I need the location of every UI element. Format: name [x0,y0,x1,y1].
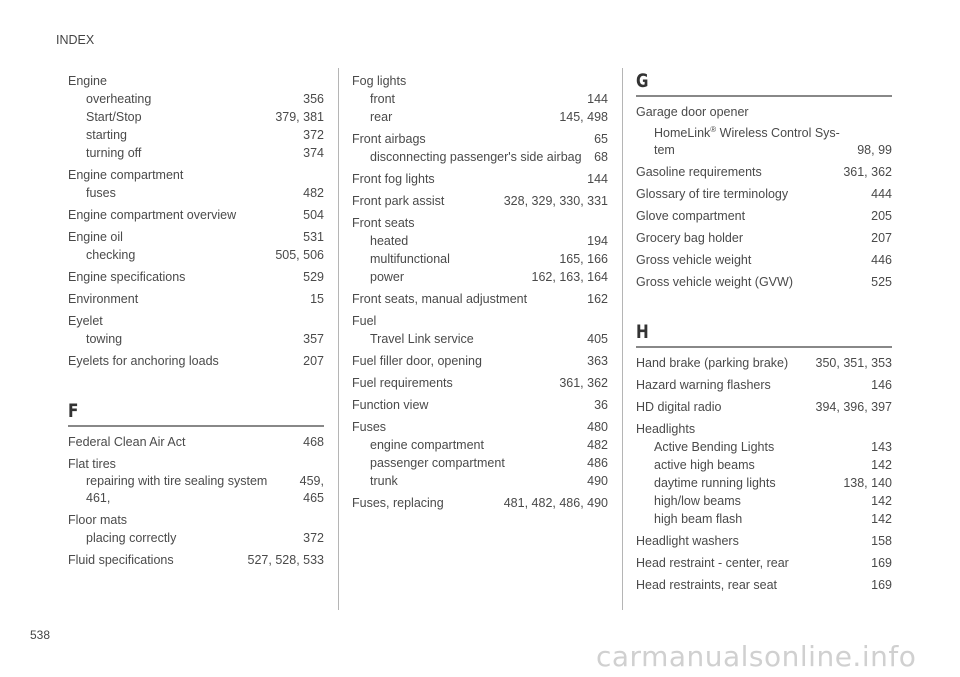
index-entry: Glossary of tire terminology 444 [636,187,892,202]
page-number: 538 [30,628,51,642]
index-entry: Headlight washers 158 [636,534,892,549]
index-column-1 [68,68,324,569]
section-rule [68,425,324,427]
index-subentry: rear 145, 498 [370,110,608,124]
index-entry: Head restraints, rear seat 169 [636,578,892,593]
index-entry: Engine oil 531 [68,230,324,244]
index-entry: Fuel [352,314,377,328]
index-subentry: high beam flash 142 [654,512,892,527]
index-subentry: tem 98, 99 [654,143,892,158]
index-entry: Gasoline requirements 361, 362 [636,165,892,180]
index-entry: Eyelets for anchoring loads 207 [68,354,324,368]
index-subentry: HomeLink® Wireless Control Sys- [654,125,840,141]
index-subentry: active high beams 142 [654,458,892,473]
index-subentry: Start/Stop 379, 381 [86,110,324,124]
index-entry: Gross vehicle weight 446 [636,253,892,268]
index-subentry: turning off 374 [86,146,324,160]
index-subentry: disconnecting passenger's side airbag 68 [370,150,608,164]
index-subentry: power 162, 163, 164 [370,270,608,284]
index-entry: Front seats [352,216,415,230]
index-subentry: trunk 490 [370,474,608,488]
index-entry: Front fog lights 144 [352,172,608,186]
index-entry: Garage door opener [636,105,749,119]
index-entry: Function view 36 [352,398,608,412]
section-letter-f: F [68,400,79,422]
section-rule [636,346,892,348]
index-entry: Fluid specifications 527, 528, 533 [68,553,324,567]
section-letter-h: H [636,321,649,344]
index-entry: Engine specifications 529 [68,270,324,284]
index-subentry: starting 372 [86,128,324,142]
column-divider [622,68,623,610]
index-entry: Grocery bag holder 207 [636,231,892,246]
page-header: INDEX [56,33,95,47]
index-entry: Engine compartment [68,168,184,182]
index-subentry: daytime running lights 138, 140 [654,476,892,491]
watermark: carmanualsonline.info [596,640,917,673]
column-divider [338,68,339,610]
index-entry: Fuel requirements 361, 362 [352,376,608,390]
index-entry: Gross vehicle weight (GVW) 525 [636,275,892,290]
index-entry: Glove compartment 205 [636,209,892,224]
index-entry: Engine [68,74,107,88]
index-subentry: towing 357 [86,332,324,346]
index-subentry: Active Bending Lights 143 [654,440,892,455]
index-entry: Floor mats [68,513,128,527]
index-subentry: placing correctly 372 [86,531,324,545]
index-entry: Fog lights [352,74,407,88]
index-entry: Eyelet [68,314,103,328]
index-subentry: heated 194 [370,234,608,248]
index-entry: Engine compartment overview 504 [68,208,324,222]
section-letter-g: G [636,70,649,92]
index-entry: Federal Clean Air Act 468 [68,435,324,449]
index-entry: Environment 15 [68,292,324,306]
index-subentry: multifunctional 165, 166 [370,252,608,266]
index-subentry: repairing with tire sealing system 459, [86,474,324,488]
index-entry: Fuses 480 [352,420,608,434]
index-subentry: engine compartment 482 [370,438,608,452]
index-subentry: overheating 356 [86,92,324,106]
index-entry: Hand brake (parking brake) 350, 351, 353 [636,356,892,371]
index-entry: Fuses, replacing 481, 482, 486, 490 [352,496,608,510]
index-entry: Fuel filler door, opening 363 [352,354,608,368]
index-entry: Front airbags 65 [352,132,608,146]
index-entry: Hazard warning flashers 146 [636,378,892,393]
index-entry: HD digital radio 394, 396, 397 [636,400,892,415]
section-rule [636,95,892,97]
index-column-3 [636,68,892,594]
index-subentry: passenger compartment 486 [370,456,608,470]
index-entry: Headlights [636,422,696,437]
index-entry: Front park assist 328, 329, 330, 331 [352,194,608,208]
index-subentry: high/low beams 142 [654,494,892,509]
index-entry: Flat tires [68,457,116,471]
index-entry: Head restraint - center, rear 169 [636,556,892,571]
index-column-2 [352,68,608,512]
index-entry: Front seats, manual adjustment 162 [352,292,608,306]
index-subentry: fuses 482 [86,186,324,200]
index-subentry: Travel Link service 405 [370,332,608,346]
index-subentry: 461, 465 [86,491,324,505]
index-subentry: checking 505, 506 [86,248,324,262]
index-subentry: front 144 [370,92,608,106]
